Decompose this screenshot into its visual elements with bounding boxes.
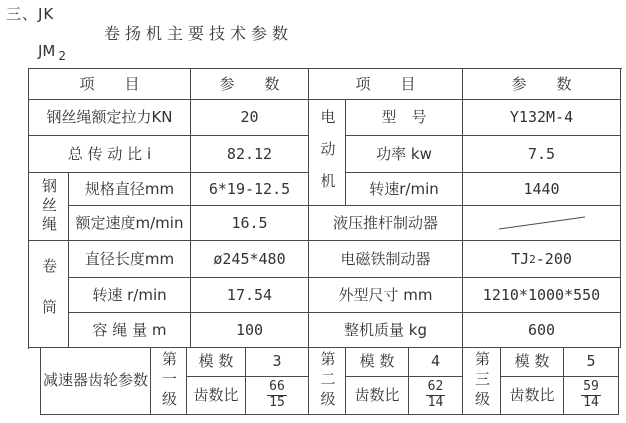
gear-stage-2-module-label: 模 数 xyxy=(346,347,409,377)
gear-stage-2: 第二级 xyxy=(309,347,346,415)
motor-power-label: 功率 kw xyxy=(346,136,463,173)
drum-rpm-value: 17.54 xyxy=(191,278,309,313)
fraction xyxy=(267,380,287,411)
fraction-numerator: 66 xyxy=(269,379,285,395)
fraction xyxy=(426,380,446,411)
motor-model-value: Y132M-4 xyxy=(463,100,621,136)
overall-size-value: 1210*1000*550 xyxy=(463,278,621,313)
gear-stage-3-module-value: 5 xyxy=(564,347,619,377)
magnet-brake-value xyxy=(463,241,621,278)
slash-mark xyxy=(497,214,587,232)
magnet-brake-value-prefix: TJ xyxy=(511,249,530,268)
model-prefix: JM xyxy=(38,42,56,60)
gear-table-title: 减速器齿轮参数 xyxy=(41,347,151,415)
page-title: 卷扬机主要技术参数 xyxy=(104,24,294,43)
header-item-left: 项 目 xyxy=(29,69,191,100)
gear-stage-3-module-label: 模 数 xyxy=(501,347,564,377)
rated-speed-value: 16.5 xyxy=(191,206,309,241)
drum-rpm-label: 转速 r/min xyxy=(69,278,191,313)
header-item-right: 项 目 xyxy=(309,69,463,100)
hydraulic-brake-value xyxy=(463,206,621,241)
machine-mass-value: 600 xyxy=(463,313,621,348)
gear-parameters-table xyxy=(40,347,620,415)
fraction-denominator: 14 xyxy=(427,395,444,410)
magnet-brake-label: 电磁铁制动器 xyxy=(309,241,463,278)
parameters-table xyxy=(28,68,622,349)
rope-capacity-label: 容 绳 量 m xyxy=(69,313,191,348)
rated-speed-label: 额定速度m/min xyxy=(69,206,191,241)
gear-stage-3-ratio-label: 齿数比 xyxy=(501,377,564,415)
gear-stage-1-module-label: 模 数 xyxy=(187,347,246,377)
gear-stage-2-module-value: 4 xyxy=(409,347,463,377)
group-wire-rope: 钢丝绳 xyxy=(29,173,69,241)
fraction xyxy=(581,380,601,411)
overall-size-label: 外型尺寸 mm xyxy=(309,278,463,313)
motor-rpm-value: 1440 xyxy=(463,173,621,206)
section-heading: 三、JK xyxy=(6,5,55,23)
rope-capacity-value: 100 xyxy=(191,313,309,348)
model-designation xyxy=(38,42,66,63)
fraction-denominator: 14 xyxy=(583,395,599,410)
fraction-numerator: 59 xyxy=(583,379,599,395)
hydraulic-brake-label: 液压推杆制动器 xyxy=(309,206,463,241)
gear-stage-1-module-value: 3 xyxy=(246,347,309,377)
header-param-left: 参 数 xyxy=(191,69,309,100)
gear-stage-1: 第一级 xyxy=(151,347,187,415)
spec-diameter-value: 6*19-12.5 xyxy=(191,173,309,206)
header-param-right: 参 数 xyxy=(463,69,621,100)
motor-rpm-label: 转速r/min xyxy=(346,173,463,206)
group-drum: 卷筒 xyxy=(29,241,69,348)
wire-rope-rated-pull-label: 钢丝绳额定拉力KN xyxy=(29,100,191,136)
gear-stage-2-ratio-label: 齿数比 xyxy=(346,377,409,415)
motor-model-label: 型 号 xyxy=(346,100,463,136)
gear-stage-1-ratio-value xyxy=(246,377,309,415)
machine-mass-label: 整机质量 kg xyxy=(309,313,463,348)
gear-stage-3-ratio-value xyxy=(564,377,619,415)
drum-diameter-length-value: ø245*480 xyxy=(191,241,309,278)
spec-diameter-label: 规格直径mm xyxy=(69,173,191,206)
drum-diameter-length-label: 直径长度mm xyxy=(69,241,191,278)
total-ratio-value: 82.12 xyxy=(191,136,309,173)
gear-stage-1-ratio-label: 齿数比 xyxy=(187,377,246,415)
fraction-denominator: 15 xyxy=(269,395,285,410)
model-subscript: 2 xyxy=(58,49,67,63)
total-ratio-label: 总 传 动 比 i xyxy=(29,136,191,173)
gear-stage-2-ratio-value xyxy=(409,377,463,415)
gear-stage-3: 第三级 xyxy=(463,347,501,415)
group-motor: 电动机 xyxy=(309,100,346,206)
wire-rope-rated-pull-value: 20 xyxy=(191,100,309,136)
magnet-brake-value-subscript: 2 xyxy=(529,252,536,266)
magnet-brake-value-suffix: -200 xyxy=(535,249,572,268)
fraction-numerator: 62 xyxy=(427,379,444,395)
motor-power-value: 7.5 xyxy=(463,136,621,173)
